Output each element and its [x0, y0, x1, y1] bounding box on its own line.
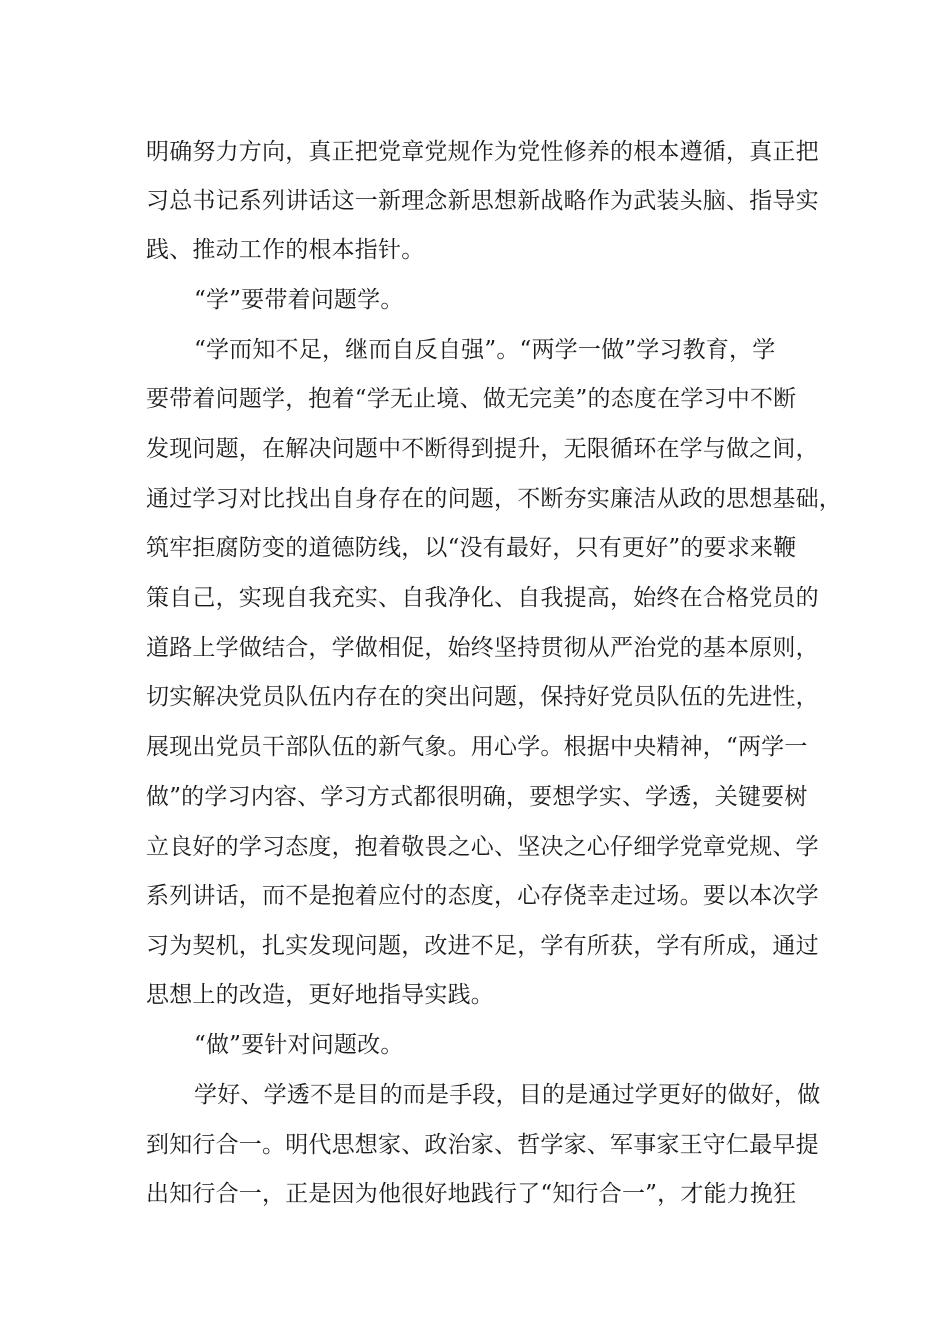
- text-line: 筑牢拒腐防变的道德防线，以“没有最好，只有更好”的要求来鞭: [146, 535, 797, 561]
- text-line: 习为契机，扎实发现问题，改进不足，学有所获，学有所成，通过: [146, 933, 819, 959]
- text-line: 要带着问题学，抱着“学无止境、做无完美”的态度在学习中不断: [146, 386, 797, 412]
- text-line: 发现问题，在解决问题中不断得到提升，无限循环在学与做之间，: [146, 436, 819, 462]
- text-line: 展现出党员干部队伍的新气象。用心学。根据中央精神，“两学一: [146, 734, 808, 760]
- text-line: 道路上学做结合，学做相促，始终坚持贯彻从严治党的基本原则，: [146, 635, 819, 661]
- text-line: 出知行合一，正是因为他很好地践行了“知行合一”，才能力挽狂: [146, 1181, 797, 1207]
- section-heading: “学”要带着问题学。: [194, 287, 404, 313]
- section-heading: “做”要针对问题改。: [194, 1032, 404, 1058]
- text-line: 系列讲话，而不是抱着应付的态度，心存侥幸走过场。要以本次学: [146, 883, 819, 909]
- text-line: “学而知不足，继而自反自强”。“两学一做”学习教育，学: [194, 337, 776, 363]
- text-line: 策自己，实现自我充实、自我净化、自我提高，始终在合格党员的: [146, 585, 819, 611]
- text-line: 明确努力方向，真正把党章党规作为党性修养的根本遵循，真正把: [146, 139, 819, 165]
- text-line: 立良好的学习态度，抱着敬畏之心、坚决之心仔细学党章党规、学: [146, 834, 819, 860]
- text-line: 到知行合一。明代思想家、政治家、哲学家、军事家王守仁最早提: [146, 1132, 819, 1158]
- text-line: 思想上的改造，更好地指导实践。: [146, 982, 494, 1008]
- text-line: 切实解决党员队伍内存在的突出问题，保持好党员队伍的先进性，: [146, 684, 819, 710]
- text-line: 习总书记系列讲话这一新理念新思想新战略作为武装头脑、指导实: [146, 188, 819, 214]
- text-line: 通过学习对比找出自身存在的问题，不断夯实廉洁从政的思想基础，: [146, 486, 842, 512]
- text-line: 学好、学透不是目的而是手段，目的是通过学更好的做好，做: [194, 1082, 821, 1108]
- text-line: 践、推动工作的根本指针。: [146, 237, 425, 263]
- text-line: 做”的学习内容、学习方式都很明确，要想学实、学透，关键要树: [146, 784, 808, 810]
